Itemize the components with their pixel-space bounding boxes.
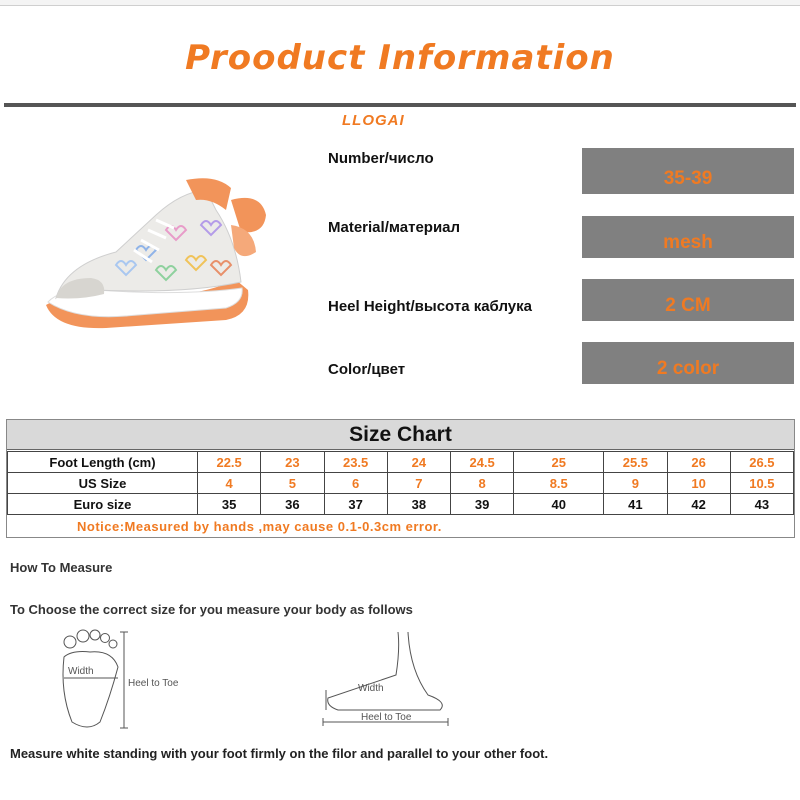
table-cell: 23 — [261, 452, 324, 473]
row-label: Foot Length (cm) — [8, 452, 198, 473]
attr-value-heel-height: 2 CM — [582, 279, 794, 321]
table-cell: 10 — [667, 473, 730, 494]
table-cell: 39 — [451, 494, 514, 515]
row-label: Euro size — [8, 494, 198, 515]
size-chart-table — [7, 451, 794, 515]
attr-label-color: Color/цвет — [328, 361, 406, 378]
table-cell: 40 — [514, 494, 604, 515]
table-cell: 4 — [198, 473, 261, 494]
table-cell: 25.5 — [604, 452, 667, 473]
size-chart-title: Size Chart — [7, 420, 794, 450]
table-cell: 42 — [667, 494, 730, 515]
table-cell: 9 — [604, 473, 667, 494]
width-label-side: Width — [358, 683, 384, 694]
table-cell: 25 — [514, 452, 604, 473]
table-cell: 41 — [604, 494, 667, 515]
table-cell: 5 — [261, 473, 324, 494]
table-cell: 35 — [198, 494, 261, 515]
page-title: Prooduct Information — [185, 38, 615, 78]
attr-label-heel-height: Heel Height/высота каблука — [328, 298, 532, 315]
table-row-foot-length — [8, 452, 794, 473]
foot-sole-diagram — [50, 622, 200, 734]
size-chart — [6, 419, 795, 538]
width-label: Width — [68, 666, 94, 677]
heel-to-toe-label-side: Heel to Toe — [361, 712, 412, 723]
measure-instruction: Measure white standing with your foot firmly on the filor and parallel to your other foot. — [10, 746, 549, 761]
table-cell: 24.5 — [451, 452, 514, 473]
how-to-subheading: To Choose the correct size for you measure your body as follows — [10, 602, 413, 617]
attr-value-color: 2 color — [582, 342, 794, 384]
heel-to-toe-label: Heel to Toe — [128, 678, 179, 689]
table-cell: 23.5 — [324, 452, 387, 473]
table-cell: 7 — [387, 473, 450, 494]
table-cell: 37 — [324, 494, 387, 515]
table-cell: 43 — [730, 494, 793, 515]
table-cell: 8.5 — [514, 473, 604, 494]
table-cell: 36 — [261, 494, 324, 515]
table-row-euro-size — [8, 494, 794, 515]
table-row-us-size — [8, 473, 794, 494]
title-divider — [4, 103, 796, 107]
table-cell: 26.5 — [730, 452, 793, 473]
table-cell: 24 — [387, 452, 450, 473]
how-to-heading: How To Measure — [10, 560, 113, 575]
attr-value-number: 35-39 — [582, 148, 794, 194]
foot-side-diagram — [318, 630, 468, 728]
spreadsheet-column-bar — [0, 0, 800, 6]
table-cell: 26 — [667, 452, 730, 473]
table-cell: 8 — [451, 473, 514, 494]
table-cell: 38 — [387, 494, 450, 515]
table-cell: 22.5 — [198, 452, 261, 473]
brand-name: LLOGAI — [342, 112, 405, 129]
row-label: US Size — [8, 473, 198, 494]
attr-label-material: Material/материал — [328, 219, 461, 236]
table-cell: 6 — [324, 473, 387, 494]
measurement-notice: Notice:Measured by hands ,may cause 0.1-0.3cm error. — [77, 519, 442, 534]
attr-label-number: Number/число — [328, 150, 434, 167]
attr-value-material: mesh — [582, 216, 794, 258]
table-cell: 10.5 — [730, 473, 793, 494]
product-shoe-image — [36, 170, 276, 345]
